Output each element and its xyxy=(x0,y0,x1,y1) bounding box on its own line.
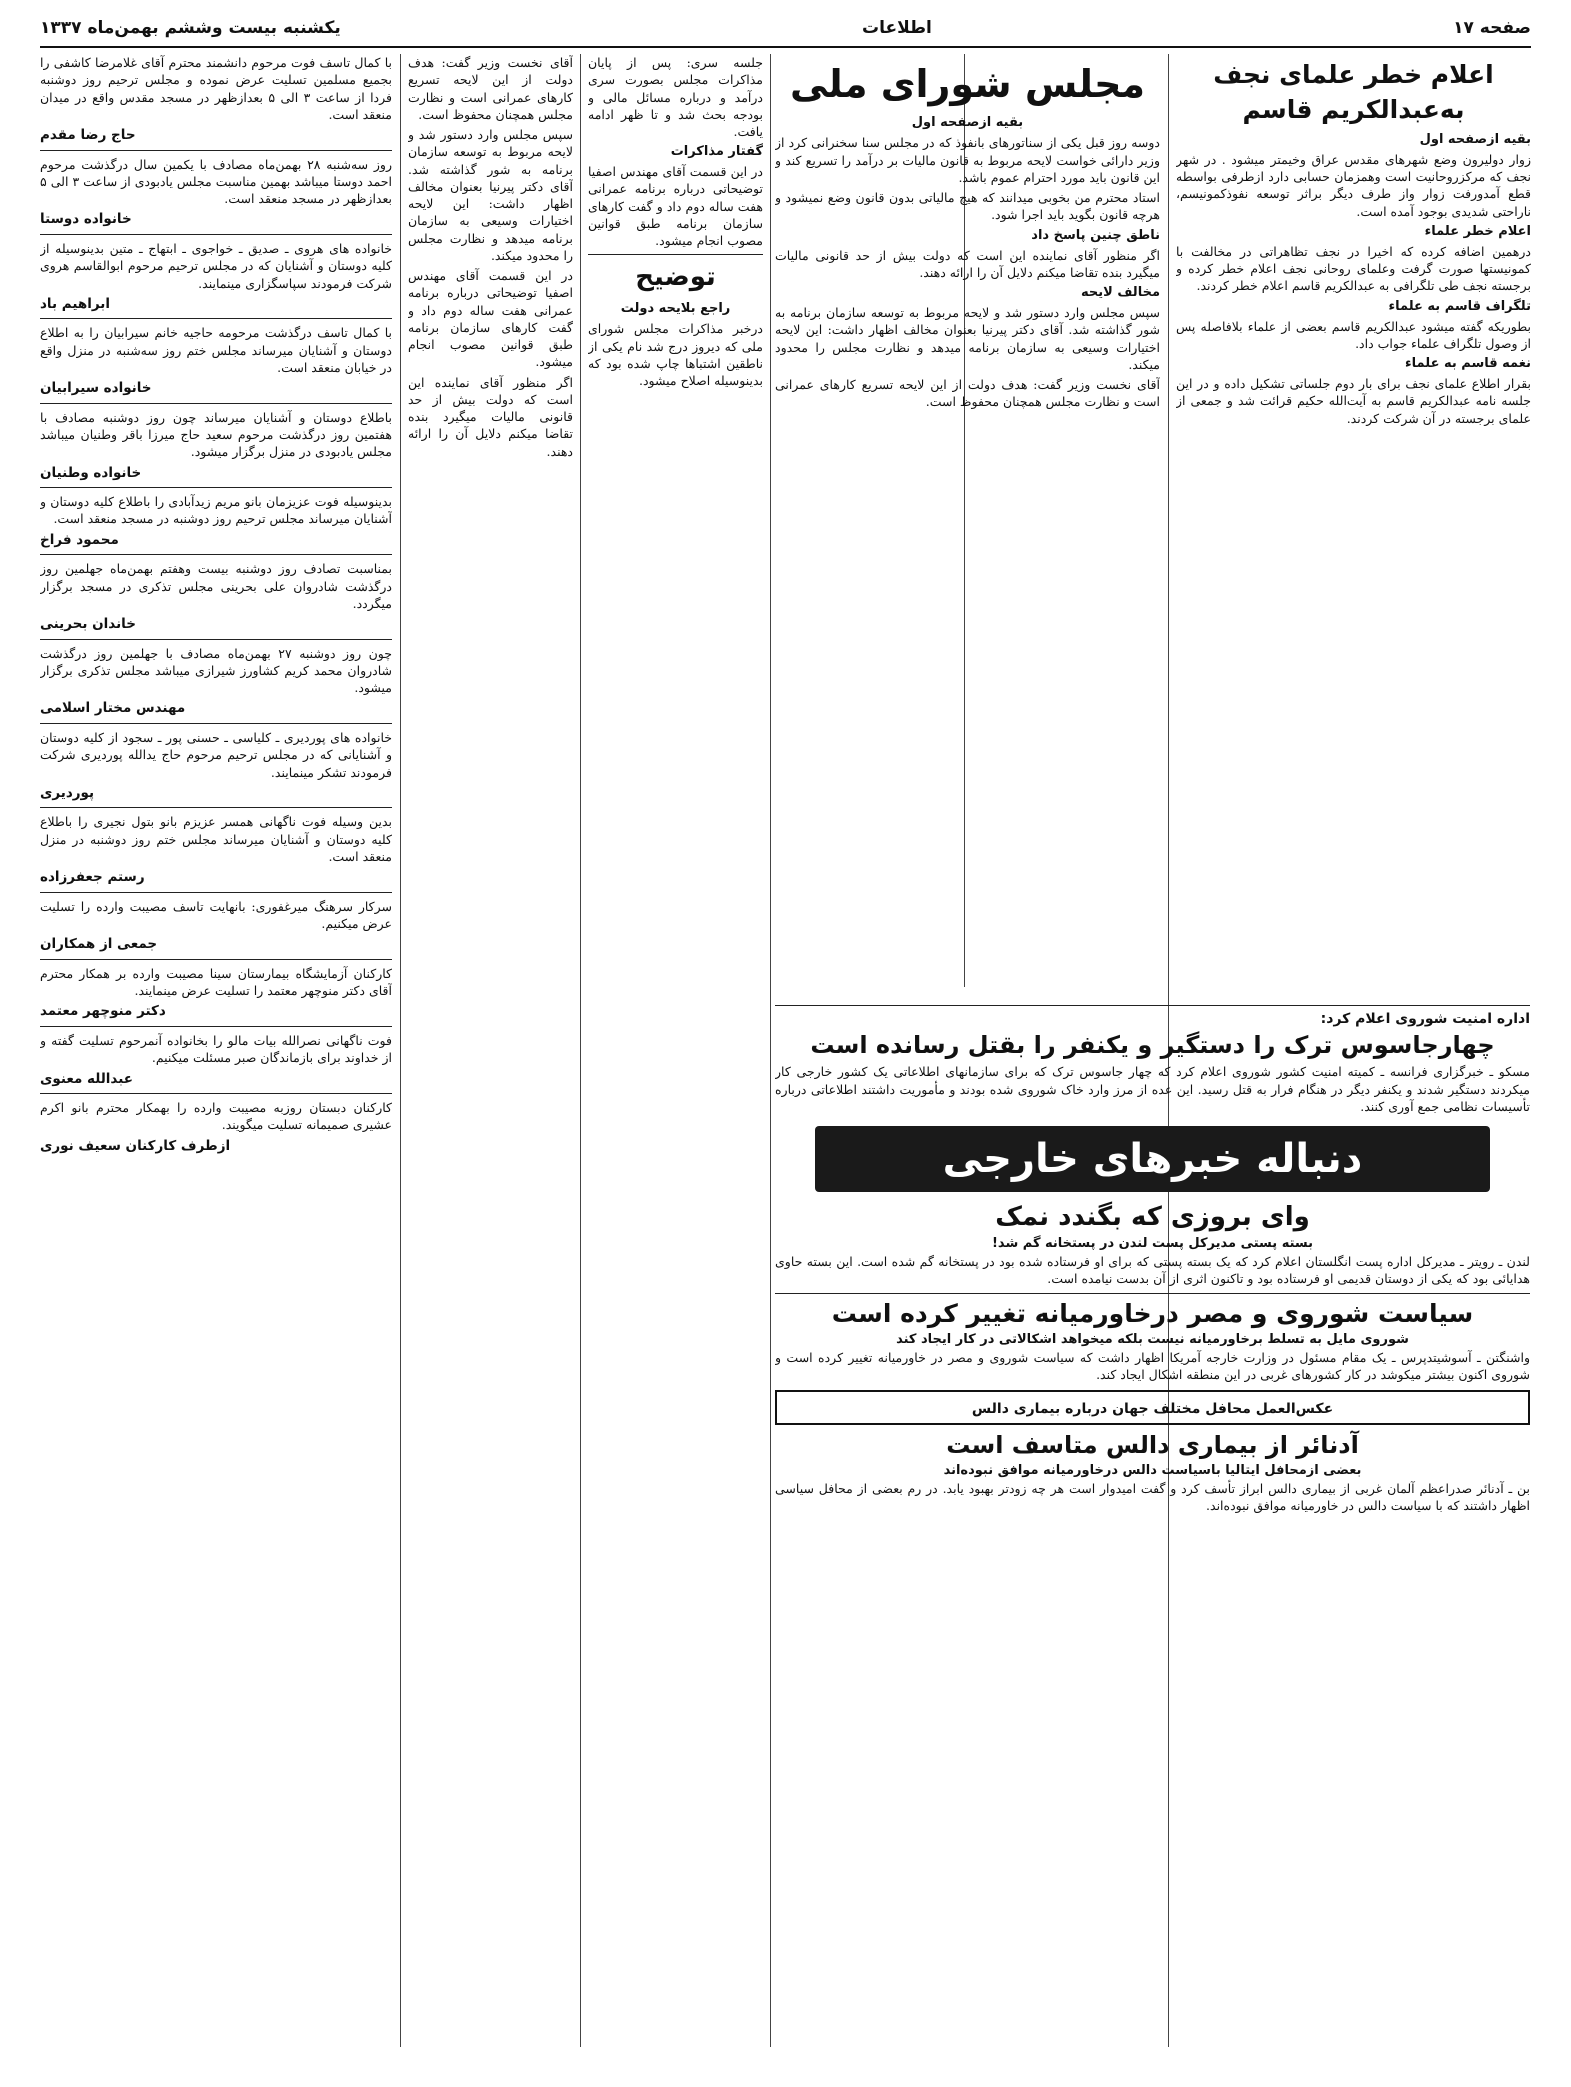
notice-signature: جمعی از همکاران xyxy=(40,936,158,953)
majlis-p4: سپس مجلس وارد دستور شد و لایحه مربوط به توسعه سازمان برنامه به شور گذاشته شد. آقای دکتر پیرنیا بعنوان مخالف اظهار داشت: این لایحه اختیارات وسیعی به سازمان برنامه میدهد و نظارت مجلس را محدود میکند. xyxy=(408,127,573,263)
spies-body: مسکو ـ خبرگزاری فرانسه ـ کمیته امنیت کشور شوروی اعلام کرد که چهار جاسوس ترک که برای سازمانهای اطلاعاتی یک کشور خارجی کار میکردند دستگیر شدند و یکنفر دیگر در هنگام فرار به قتل رسید. این عده از مرز وارد خاک شوروی شده بودند و مأموریت داشتند اطلاعاتی درباره تأسیسات نظامی جمع آوری کنند. xyxy=(775,1064,1530,1114)
spies-label: اداره امنیت شوروی اعلام کرد: xyxy=(1320,1011,1530,1027)
namak-body: لندن ـ رویتر ـ مدیرکل اداره پست انگلستان اعلام کرد که یک بسته پستی که برای او فرستاده شده بود در پستخانه گم شده است. این بسته حاوی هدایائی بود که یکی از دوستان قدیمی او فرستاده بود و تاکنون اثری از آن بدست نیامده است. xyxy=(775,1253,1530,1286)
tozih-body: درخبر مذاکرات مجلس شورای ملی که دیروز درج شد نام یکی از ناطقین اشتباها چاپ شده بود که بدینوسیله اصلاح میشود. xyxy=(588,321,763,388)
najaf-h3: نغمه قاسم به علماء xyxy=(1405,356,1531,372)
divider xyxy=(775,1005,1530,1006)
dulles-subhead: بعضی ازمحافل ایتالیا باسیاست دالس درخاورمیانه موافق نبوده‌اند xyxy=(943,1462,1362,1478)
notice xyxy=(40,324,392,397)
notice-signature: ابراهیم باد xyxy=(40,295,110,312)
divider xyxy=(40,807,392,808)
majlis-h1: ناطق چنین پاسخ داد xyxy=(1031,227,1160,243)
notice-signature: رستم جعفرزاده xyxy=(40,869,145,886)
majlis-h2: مخالف لایحه xyxy=(1080,285,1160,301)
majlis-article xyxy=(775,54,1160,987)
notice xyxy=(40,54,392,145)
notice xyxy=(40,409,392,482)
page-number: صفحه ۱۷ xyxy=(1453,18,1531,38)
majlis-p7: در این قسمت آقای مهندس اصفیا توضیحاتی درباره برنامه عمرانی هفت ساله دوم داد و گفت کارهای سازمان برنامه طبق قوانین مصوب انجام میشود. xyxy=(408,268,573,370)
notice-body: کارکنان دبستان روزبه مصیبت وارده را بهمکار محترم بانو اکرم عشیری صمیمانه تسلیت میگویند. xyxy=(40,1100,392,1133)
notice xyxy=(40,813,392,886)
notice-body: فوت ناگهانی نصرالله بیات مالو را بخانواده آنمرحوم تسلیت گفته و از خداوند برای بازماندگان صبر مسئلت میکنیم. xyxy=(40,1033,392,1066)
notice-signature: خانواده سیرابیان xyxy=(40,380,152,397)
notice-signature: محمود فراخ xyxy=(40,531,119,548)
najaf-p2: درهمین اضافه کرده که اخیرا در نجف تظاهراتی در مخالفت با کمونیستها صورت گرفت وعلمای روحانی نجف اعلام خطر کرده و برجسته نجف طی تلگرافی به عبدالکریم قاسم اعلام خطر کردند. xyxy=(1176,243,1531,294)
divider xyxy=(40,403,392,404)
notice xyxy=(40,729,392,802)
policy-headline: سیاست شوروی و مصر درخاورمیانه تغییر کرده است xyxy=(831,1298,1474,1328)
notice-body: سرکار سرهنگ میرغفوری: بانهایت تاسف مصیبت وارده را تسلیت عرض میکنیم. xyxy=(40,898,392,931)
notice-body: با کمال تاسف درگذشت مرحومه حاجیه خانم سیرابیان را به اطلاع دوستان و آشنایان میرساند مجلس ختم روز سه‌شنبه در منزل واقع در خیابان منعقد است. xyxy=(40,325,392,375)
dulles-body: بن ـ آدنائر صدراعظم آلمان غربی از بیماری دالس ابراز تأسف کرد و گفت امیدوار است هر چه زودتر بهبود یابد. در رم بعضی از محافل سیاسی اظهار داشتند که با سیاست دالس در خاورمیانه موافق نبوده‌اند. xyxy=(775,1480,1530,1513)
paper-name: اطلاعات xyxy=(862,18,932,38)
majlis-p4: سپس مجلس وارد دستور شد و لایحه مربوط به توسعه سازمان برنامه به شور گذاشته شد. آقای دکتر پیرنیا بعنوان مخالف اظهار داشت: این لایحه اختیارات وسیعی به سازمان برنامه میدهد و نظارت مجلس را محدود میکند. xyxy=(775,305,1160,372)
dulles-headline: آدنائر از بیماری دالس متاسف است xyxy=(946,1430,1359,1459)
notice xyxy=(40,240,392,313)
divider xyxy=(40,1026,392,1027)
divider xyxy=(588,254,763,255)
foreign-news-banner: دنباله خبرهای خارجی xyxy=(815,1126,1490,1192)
majlis-h3: گفتار مذاکرات xyxy=(670,144,763,160)
tozih-subtitle: راجع بلایحه دولت xyxy=(620,301,731,317)
najaf-p1: زوار دولیرون وضع شهرهای مقدس عراق وخیمتر میشود . در شهر نجف که مرکزروحانیت است وهمزمان حسابی دارد ازطرفی بواسطه قطع آمدورفت زوار واز طرف دیگر براثر توسعه نفوذکمونیسم، ناراحتی شدیدی بوجود آمده است. xyxy=(1176,151,1531,219)
tozih-title: توضیح xyxy=(635,262,716,293)
column-rule xyxy=(770,54,771,2047)
majlis-p7: در این قسمت آقای مهندس اصفیا توضیحاتی درباره برنامه عمرانی هفت ساله دوم داد و گفت کارهای سازمان برنامه طبق قوانین مصوب انجام میشود. xyxy=(588,164,763,249)
najaf-headline: اعلام خطر علمای نجف به‌عبدالکریم قاسم xyxy=(1213,60,1494,124)
notice xyxy=(40,493,392,549)
divider xyxy=(40,1093,392,1094)
majlis-p5: آقای نخست وزیر گفت: هدف دولت از این لایحه تسریع کارهای عمرانی است و نظارت مجلس همچنان محفوظ است. xyxy=(775,377,1160,410)
majlis-p5: آقای نخست وزیر گفت: هدف دولت از این لایحه تسریع کارهای عمرانی است و نظارت مجلس همچنان محفوظ است. xyxy=(408,55,573,122)
notice-body: روز سه‌شنبه ۲۸ بهمن‌ماه مصادف با یکمین سال درگذشت مرحوم احمد دوستا میباشد بهمین مناسبت مجلس یادبودی از ساعت ۳ الی ۵ بعدازظهر در مسجد منعقد است. xyxy=(40,156,392,207)
notice-body: خانواده های پوردیری ـ کلیاسی ـ حسنی پور ـ سجود از کلیه دوستان و آشنایانی که در مجلس ترحیم مرحوم حاج یدالله پوردیری شرکت فرمودند تشکر مینمایند. xyxy=(40,730,392,780)
divider xyxy=(40,318,392,319)
foreign-news xyxy=(775,1000,1530,2045)
policy-subhead: شوروی مایل به تسلط برخاورمیانه نیست بلکه میخواهد اشکالاتی در کار ایجاد کند xyxy=(896,1331,1409,1347)
divider xyxy=(40,959,392,960)
masthead-rule xyxy=(40,46,1531,48)
majlis-headline: مجلس شورای ملی xyxy=(789,62,1145,106)
divider xyxy=(40,892,392,893)
namak-headline: وای بروزی که بگندد نمک xyxy=(995,1201,1310,1232)
notice-signature: خانواده دوستا xyxy=(40,211,132,228)
najaf-h1: اعلام خطر علماء xyxy=(1424,223,1531,239)
divider xyxy=(40,723,392,724)
notice xyxy=(40,560,392,633)
notice-body: باطلاع دوستان و آشنایان میرساند چون روز دوشنبه مصادف با هفتمین روز درگذشت مرحوم سعید حاج میرزا باقر وطنیان میباشد مجلس یادبودی در منزل برگزار میشود. xyxy=(40,409,392,460)
divider xyxy=(775,1293,1530,1294)
column-rule xyxy=(400,54,401,2047)
notice-body: کارکنان آزمایشگاه بیمارستان سینا مصیبت وارده بر همکار محترم آقای دکتر منوچهر معتمد را تسلیت عرض مینمایند. xyxy=(40,965,392,999)
spies-headline: چهارجاسوس ترک را دستگیر و یکنفر را بقتل رسانده است xyxy=(810,1031,1495,1059)
masthead xyxy=(40,14,1531,42)
najaf-h2: تلگراف قاسم به علماء xyxy=(1388,298,1531,314)
policy-body: واشنگتن ـ آسوشیتدپرس ـ یک مقام مسئول در وزارت خارجه آمریکا اظهار داشت که سیاست شوروی و مصر در خاورمیانه تغییر کرده است و شوروی اکنون بیشتر میکوشد در کار کشورهای غربی در این منطقه اشکال ایجاد کند. xyxy=(775,1349,1530,1382)
notice xyxy=(40,645,392,718)
column-rule xyxy=(580,54,581,2047)
namak-subhead: بسته پستی مدیرکل پست لندن در پستخانه گم شد! xyxy=(992,1235,1313,1251)
notice-body: چون روز دوشنبه ۲۷ بهمن‌ماه مصادف با جهلمین روز درگذشت شادروان محمد کریم کشاورز شیرازی میباشد مجلس تذکری برگزار میشود. xyxy=(40,645,392,696)
notice xyxy=(40,156,392,229)
majlis-continued-2 xyxy=(408,54,573,2047)
dulles-reactions-box xyxy=(775,1390,1530,1425)
notice-signature: پوردیری xyxy=(40,784,95,801)
notice xyxy=(40,965,392,1021)
notice-signature: ازطرف کارکنان سعیف نوری xyxy=(40,1137,231,1154)
notice-signature: خاندان بحرینی xyxy=(40,616,136,632)
majlis-p3: اگر منظور آقای نماینده این است که دولت بیش از حد قانونی مالیات میگیرد بنده تقاضا میکنم دلایل آن را ارائه دهند. xyxy=(775,247,1160,280)
notice xyxy=(40,1099,392,1155)
majlis-p3: اگر منظور آقای نماینده این است که دولت بیش از حد قانونی مالیات میگیرد بنده تقاضا میکنم دلایل آن را ارائه دهند. xyxy=(408,374,573,459)
najaf-p3: بطوریکه گفته میشود عبدالکریم قاسم بعضی از علماء بلافاصله پس از وصول تلگراف علماء جواب داد. xyxy=(1176,318,1531,351)
majlis-continued-1 xyxy=(588,54,763,2047)
notice-body: بدین وسیله فوت ناگهانی همسر عزیزم بانو بتول نجیری را باطلاع کلیه دوستان و آشنایان میرساند مجلس ختم روز دوشنبه در منزل منعقد است. xyxy=(40,814,392,864)
notice xyxy=(40,898,392,954)
majlis-p6: جلسه سری: پس از پایان مذاکرات مجلس بصورت سری درآمد و درباره مسائل مالی و بودجه بحث شد و تا ظهر ادامه یافت. xyxy=(588,55,763,139)
divider xyxy=(40,234,392,235)
notices-column xyxy=(40,54,392,2047)
notice-signature: خانواده وطنیان xyxy=(40,464,142,481)
najaf-article xyxy=(1176,54,1531,987)
notice xyxy=(40,1032,392,1088)
notice-signature: دکتر منوچهر معتمد xyxy=(40,1003,166,1020)
najaf-p4: بقرار اطلاع علمای نجف برای بار دوم جلساتی تشکیل داده و در این جلسه نامه عبدالکریم قاسم به آیت‌الله حکیم قرائت شد و جمعی از علمای برجسته در آن شرکت کردند. xyxy=(1176,376,1531,426)
notice-signature: حاج رضا مقدم xyxy=(40,127,136,143)
notice-body: با کمال تاسف فوت مرحوم دانشمند محترم آقای غلامرضا کاشفی را بجمیع مسلمین تسلیت عرض نموده و مجلس ترحیم روز دوشنبه فردا از ساعت ۳ الی ۵ بعدازظهر در مسجد مقدس واقع در میدان منعقد است. xyxy=(40,55,392,122)
majlis-cont: بقیه ازصفحه اول xyxy=(911,115,1024,131)
notice-signature: مهندس مختار اسلامی xyxy=(40,700,186,717)
divider xyxy=(40,150,392,151)
notice-body: بمناسبت تصادف روز دوشنبه بیست وهفتم بهمن‌ماه جهلمین روز درگذشت شادروان علی بحرینی مجلس تذکری در مسجد برگزار میگردد. xyxy=(40,561,392,611)
najaf-cont: بقیه ازصفحه اول xyxy=(1419,132,1531,147)
box-title: عکس‌العمل محافل مختلف جهان درباره بیماری دالس xyxy=(971,1400,1334,1417)
issue-date: یکشنبه بیست وششم بهمن‌ماه ۱۳۳۷ xyxy=(40,18,341,38)
majlis-p1: دوسه روز قبل یکی از سناتورهای بانفوذ که در مجلس سنا سخنرانی کرد از وزیر دارائی خواست لایحه مربوط به قانون مالیات بر درآمد را تسریع کند و این قانون باید مورد احترام عموم باشد. xyxy=(775,135,1160,185)
notice-signature: عبدالله معنوی xyxy=(40,1070,133,1087)
notice-body: بدینوسیله فوت عزیزمان بانو مریم زیدآبادی را باطلاع کلیه دوستان و آشنایان میرساند مجلس ترحیم روز دوشنبه در مسجد منعقد است. xyxy=(40,494,392,527)
divider xyxy=(40,639,392,640)
majlis-p2: استاد محترم من بخوبی میدانند که هیچ مالیاتی بدون قانون وضع نمیشود و هرچه قانون بگوید باید اجرا شود. xyxy=(775,190,1160,223)
notice-body: خانواده های هروی ـ صدیق ـ خواجوی ـ ابتهاج ـ متین بدینوسیله از کلیه دوستان و آشنایان که در مجلس ترحیم مرحوم ابوالقاسم هروی شرکت فرمودند سپاسگزاری مینمایند. xyxy=(40,241,392,291)
divider xyxy=(40,487,392,488)
divider xyxy=(40,554,392,555)
